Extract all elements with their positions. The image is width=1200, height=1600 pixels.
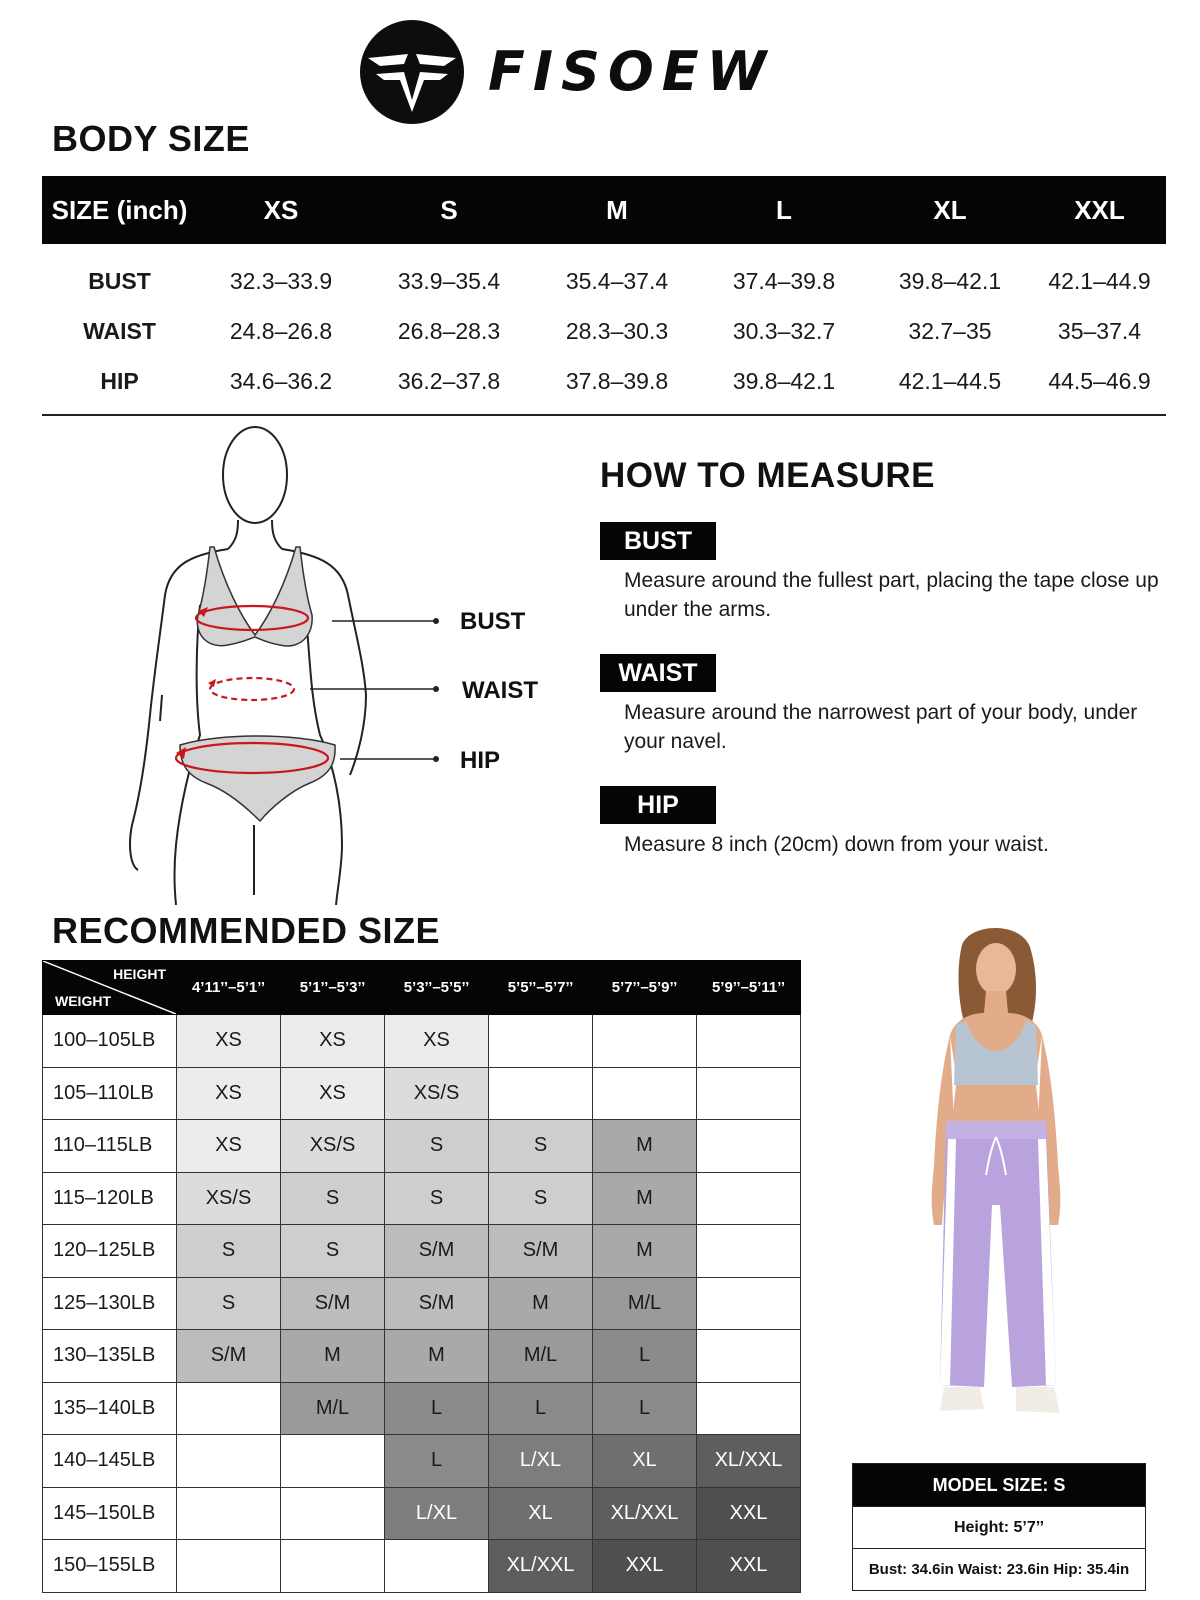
size-cell: M <box>593 1172 697 1225</box>
table-row <box>43 1277 801 1330</box>
size-cell: XXL <box>593 1540 697 1593</box>
size-cell: S/M <box>489 1225 593 1278</box>
table-row <box>42 306 1166 356</box>
size-cell <box>489 1067 593 1120</box>
size-cell <box>177 1435 281 1488</box>
size-cell: L <box>489 1382 593 1435</box>
table-cell: 42.1–44.9 <box>1048 267 1151 294</box>
size-cell <box>177 1540 281 1593</box>
table-row <box>43 1225 801 1278</box>
table-cell: 39.8–42.1 <box>732 367 836 394</box>
header-cell: S <box>440 194 458 225</box>
size-cell <box>697 1120 801 1173</box>
size-cell: XXL <box>697 1487 801 1540</box>
size-cell: XS <box>177 1067 281 1120</box>
weight-cell: 100–105LB <box>43 1015 177 1068</box>
weight-cell: 120–125LB <box>43 1225 177 1278</box>
table-cell: 28.3–30.3 <box>565 317 669 344</box>
figure-label-waist: WAIST <box>462 677 538 704</box>
height-header: 5’3’’–5’5’’ <box>385 961 489 1015</box>
size-cell <box>593 1067 697 1120</box>
figure-label-hip: HIP <box>460 747 501 774</box>
table-cell: 30.3–32.7 <box>732 317 836 344</box>
figure-label-bust: BUST <box>460 608 526 635</box>
model-measurements: Bust: 34.6in Waist: 23.6in Hip: 35.4in <box>853 1548 1145 1590</box>
corner-weight-label: WEIGHT <box>55 993 111 1009</box>
size-cell <box>697 1330 801 1383</box>
table-row <box>43 1487 801 1540</box>
size-cell: M <box>593 1225 697 1278</box>
size-cell: S/M <box>177 1330 281 1383</box>
table-cell: 34.6–36.2 <box>229 367 333 394</box>
header-cell: L <box>776 194 792 225</box>
size-cell: XS <box>385 1015 489 1068</box>
height-header: 5’1’’–5’3’’ <box>281 961 385 1015</box>
table-row <box>42 256 1166 306</box>
header-cell: M <box>606 194 628 225</box>
size-cell: XS/S <box>385 1067 489 1120</box>
weight-cell: 135–140LB <box>43 1382 177 1435</box>
size-cell: S <box>177 1225 281 1278</box>
size-cell <box>697 1277 801 1330</box>
size-cell: XL/XXL <box>697 1435 801 1488</box>
table-cell: 26.8–28.3 <box>397 317 501 344</box>
table-row <box>43 1435 801 1488</box>
size-cell: M/L <box>593 1277 697 1330</box>
row-label: WAIST <box>83 317 156 344</box>
recommended-size-table <box>42 960 801 1593</box>
size-cell: XS <box>177 1120 281 1173</box>
height-header: 5’9’’–5’11’’ <box>697 961 801 1015</box>
table-row <box>43 1540 801 1593</box>
header-cell: XXL <box>1074 194 1125 225</box>
table-row <box>43 1067 801 1120</box>
size-cell: L <box>385 1435 489 1488</box>
size-cell <box>593 1015 697 1068</box>
body-size-header-row <box>42 176 1166 244</box>
row-label: HIP <box>100 367 139 394</box>
size-cell: XXL <box>697 1540 801 1593</box>
table-cell: 36.2–37.8 <box>397 367 501 394</box>
size-cell: XL/XXL <box>593 1487 697 1540</box>
size-cell <box>385 1540 489 1593</box>
measure-badge-waist: WAIST <box>600 654 716 692</box>
recommended-size-title: RECOMMENDED SIZE <box>52 910 441 951</box>
size-cell: M/L <box>489 1330 593 1383</box>
body-measure-figure <box>110 425 560 905</box>
size-cell: M <box>489 1277 593 1330</box>
height-header: 5’7’’–5’9’’ <box>593 961 697 1015</box>
model-size-box <box>852 1463 1146 1591</box>
row-label: BUST <box>88 267 151 294</box>
how-to-measure-title: HOW TO MEASURE <box>600 456 935 495</box>
table-row <box>43 1382 801 1435</box>
model-photo <box>900 925 1100 1455</box>
header-cell: XS <box>263 194 299 225</box>
size-cell: XS/S <box>177 1172 281 1225</box>
size-cell: S <box>385 1120 489 1173</box>
size-cell <box>697 1067 801 1120</box>
size-cell: XS <box>281 1067 385 1120</box>
table-cell: 39.8–42.1 <box>898 267 1002 294</box>
weight-cell: 145–150LB <box>43 1487 177 1540</box>
measure-text-waist: Measure around the narrowest part of your body, under your navel. <box>624 701 1138 753</box>
height-header: 4’11’’–5’1’’ <box>177 961 281 1015</box>
size-cell <box>177 1487 281 1540</box>
size-cell: S <box>177 1277 281 1330</box>
table-cell: 35–37.4 <box>1057 317 1142 344</box>
corner-height-label: HEIGHT <box>113 966 166 982</box>
weight-cell: 130–135LB <box>43 1330 177 1383</box>
table-cell: 32.7–35 <box>908 317 992 344</box>
weight-cell: 110–115LB <box>43 1120 177 1173</box>
table-cell: 33.9–35.4 <box>397 267 501 294</box>
size-cell <box>281 1540 385 1593</box>
size-cell: S <box>489 1120 593 1173</box>
body-size-title: BODY SIZE <box>52 118 250 159</box>
size-cell <box>697 1015 801 1068</box>
table-cell: 32.3–33.9 <box>229 267 333 294</box>
corner-cell <box>43 961 177 1015</box>
size-cell: XS <box>281 1015 385 1068</box>
size-cell <box>281 1487 385 1540</box>
size-cell: M <box>385 1330 489 1383</box>
size-cell <box>697 1382 801 1435</box>
size-cell: XL <box>593 1435 697 1488</box>
size-cell <box>697 1225 801 1278</box>
size-cell: L/XL <box>385 1487 489 1540</box>
size-cell: S/M <box>385 1277 489 1330</box>
size-cell <box>177 1382 281 1435</box>
size-cell <box>489 1015 593 1068</box>
weight-cell: 125–130LB <box>43 1277 177 1330</box>
size-cell: S <box>281 1172 385 1225</box>
brand-header <box>360 20 840 125</box>
size-cell: M <box>593 1120 697 1173</box>
size-cell: L <box>385 1382 489 1435</box>
size-cell: M <box>281 1330 385 1383</box>
table-header-row <box>43 961 801 1015</box>
section-divider <box>42 414 1166 416</box>
table-row <box>43 1120 801 1173</box>
size-cell: XS <box>177 1015 281 1068</box>
weight-cell: 140–145LB <box>43 1435 177 1488</box>
size-cell: S/M <box>281 1277 385 1330</box>
size-cell: L <box>593 1382 697 1435</box>
model-size-label: MODEL SIZE: S <box>853 1464 1145 1506</box>
model-height: Height: 5’7’’ <box>853 1506 1145 1548</box>
size-cell: XL/XXL <box>489 1540 593 1593</box>
size-cell: XS/S <box>281 1120 385 1173</box>
table-cell: 35.4–37.4 <box>565 267 669 294</box>
size-cell: S <box>281 1225 385 1278</box>
size-cell: S/M <box>385 1225 489 1278</box>
table-cell: 44.5–46.9 <box>1048 367 1151 394</box>
weight-cell: 115–120LB <box>43 1172 177 1225</box>
table-cell: 42.1–44.5 <box>898 367 1002 394</box>
size-cell: L <box>593 1330 697 1383</box>
fisoew-logo-icon <box>360 20 464 124</box>
measure-badge-bust: BUST <box>600 522 716 560</box>
table-cell: 37.8–39.8 <box>565 367 669 394</box>
height-header: 5’5’’–5’7’’ <box>489 961 593 1015</box>
size-cell: XL <box>489 1487 593 1540</box>
weight-cell: 150–155LB <box>43 1540 177 1593</box>
table-row <box>43 1015 801 1068</box>
table-row <box>42 356 1166 406</box>
table-cell: 37.4–39.8 <box>732 267 836 294</box>
size-cell <box>281 1435 385 1488</box>
body-size-table <box>42 256 1166 406</box>
header-cell: SIZE (inch) <box>51 194 188 225</box>
measure-text-hip: Measure 8 inch (20cm) down from your waist. <box>624 833 1049 856</box>
size-cell: S <box>385 1172 489 1225</box>
brand-name: FISOEW <box>488 40 775 103</box>
table-cell: 24.8–26.8 <box>229 317 333 344</box>
weight-cell: 105–110LB <box>43 1067 177 1120</box>
measure-text-bust: Measure around the fullest part, placing the tape close up under the arms. <box>624 569 1159 621</box>
size-cell <box>697 1172 801 1225</box>
size-cell: M/L <box>281 1382 385 1435</box>
table-row <box>43 1330 801 1383</box>
size-cell: S <box>489 1172 593 1225</box>
header-cell: XL <box>933 194 967 225</box>
size-cell: L/XL <box>489 1435 593 1488</box>
measure-badge-hip: HIP <box>600 786 716 824</box>
table-row <box>43 1172 801 1225</box>
